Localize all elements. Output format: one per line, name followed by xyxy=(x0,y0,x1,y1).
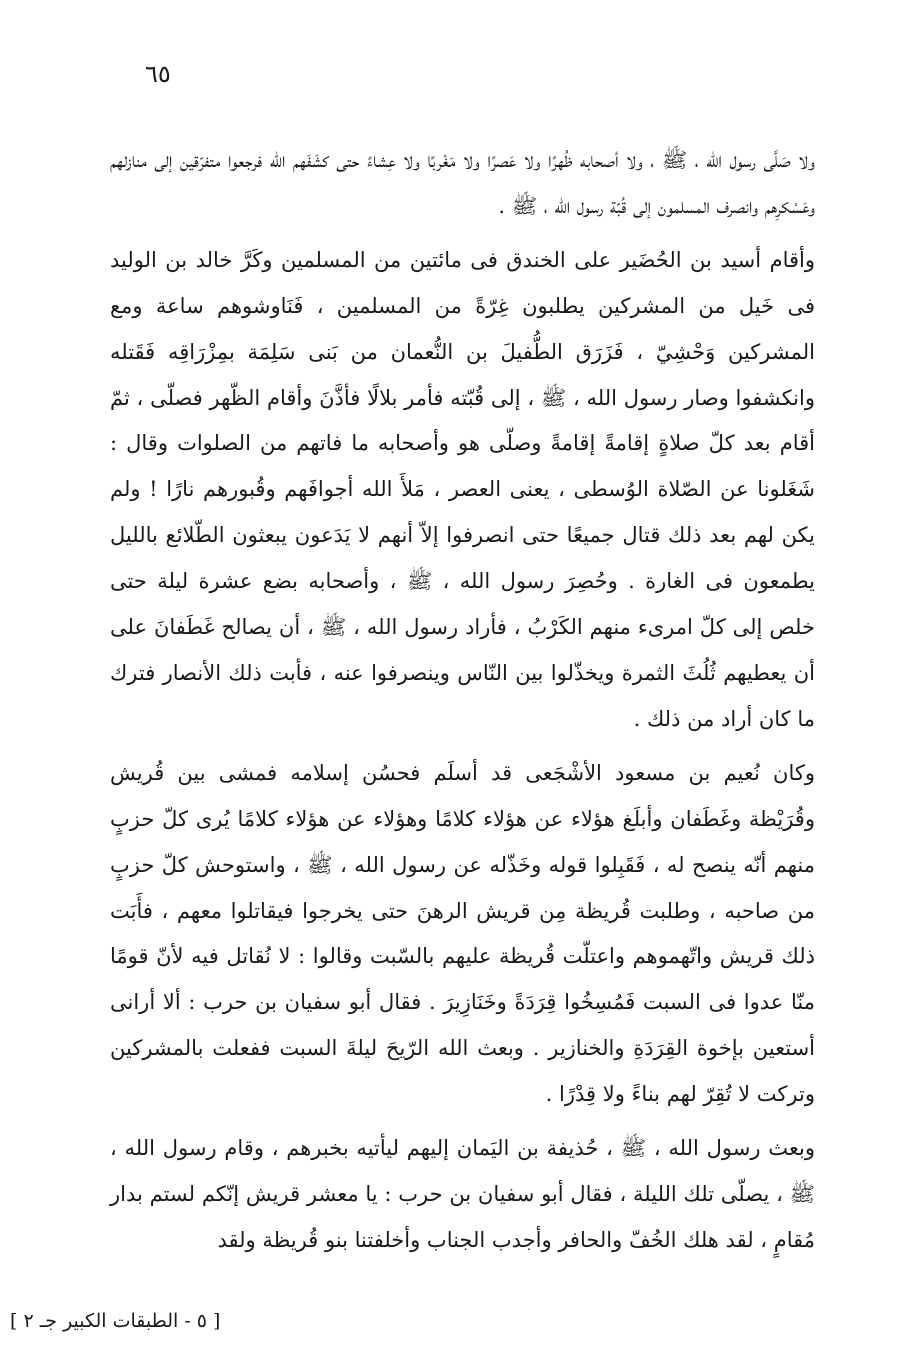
paragraph-1: ولا صَلَّى رسول الله ، ﷺ ، ولا أصحابه ظُهرًا ولا عَصرًا ولا مَغْربًا ولا عِشاءً حتى كشَفَهم الله فرجعوا متفرّقين إلى منازلهم وعَسْكرِهم وانصرف المسلمون إلى قُبّة رسول الله ، ﷺ . xyxy=(110,148,815,218)
paragraph-4: وبعث رسول الله ، ﷺ ، حُذيفة بن اليَمان إليهم ليأتيه بخبرهم ، وقام رسول الله ، ﷺ ، يصلّى تلك الليلة ، فقال أبو سفيان بن حرب : يا معشر قريش إنّكم لستم بدار مُقامٍ ، لقد هلك الخُفّ والحافر وأجدب الجناب وأخلفتنا بنو قُريظة ولقد xyxy=(110,1136,815,1252)
page-body-text xyxy=(110,138,815,1272)
paragraph-3: وكان نُعيم بن مسعود الأشْجَعى قد أسلَم فحسُن إسلامه فمشى بين قُريش وقُرَيْظة وغَطَفان وأبلَغ هؤلاء عن هؤلاء كلامًا وهؤلاء عن هؤلاء كلامًا يُرى كلّ حزبٍ منهم أنّه ينصح له ، فَقَبِلوا قوله وخَذّله عن رسول الله ، ﷺ ، واستوحش كلّ حزبٍ من صاحبه ، وطلبت قُريظة مِن قريش الرهنَ حتى يخرجوا فيقاتلوا معهم ، فأَبَت ذلك قريش واتّهموهم واعتلّت قُريظة عليهم بالسّبت وقالوا : لا نُقاتل فيه لأنّ قومًا منّا عدوا فى السبت فَمُسِخُوا قِرَدَةً وخَنَازِيرَ . فقال أبو سفيان بن حرب : ألا أرانى أستعين بإخوة القِرَدَةِ والخنازير . وبعث الله الرّيحَ ليلةَ السبت ففعلت بالمشركين وتركت لا تُقِرّ لهم بناءً ولا قِدْرًا . xyxy=(110,760,815,1107)
paragraph-2: وأقام أسيد بن الحُضَير على الخندق فى مائتين من المسلمين وكَرَّ خالد بن الوليد فى خَيل من المشركين يطلبون غِرّةً من المسلمين ، فَنَاوشوهم ساعة ومع المشركين وَحْشِيّ ، فَزَرَق الطُّفيلَ بن النُّعمان من بَنى سَلِمَة بمِزْرَاقِه فَقَتله وانكشفوا وصار رسول الله ، ﷺ ، إلى قُبّته فأمر بلالًا فأذَّنَ وأقام الظّهر فصلّى ، ثمّ أقام بعد كلّ صلاةٍ إقامةً إقامةً وصلّى هو وأصحابه ما فاتهم من الصلوات وقال : شَغَلونا عن الصّلاة الوُسطى ، يعنى العصر ، مَلأَ الله أجوافَهم وقُبورهم نارًا ! ولم يكن لهم بعد ذلك قتال جميعًا حتى انصرفوا إلاّ أنهم لا يَدَعون يبعثون الطّلائع بالليل يطمعون فى الغارة . وحُصِرَ رسول الله ، ﷺ ، وأصحابه بضع عشرة ليلة حتى خلص إلى كلّ امرىء منهم الكَرْبُ ، فأراد رسول الله ، ﷺ ، أن يصالح غَطَفانَ على أن يعطيهم ثُلُثَ الثمرة ويخذّلوا بين النّاس وينصرفوا عنه ، فأبت ذلك الأنصار فترك ما كان أراد من ذلك . xyxy=(110,247,815,731)
page-number: ٦٥ xyxy=(145,60,171,88)
footer-signature: [ ٥ - الطبقات الكبير جـ ٢ ] xyxy=(10,1310,221,1332)
